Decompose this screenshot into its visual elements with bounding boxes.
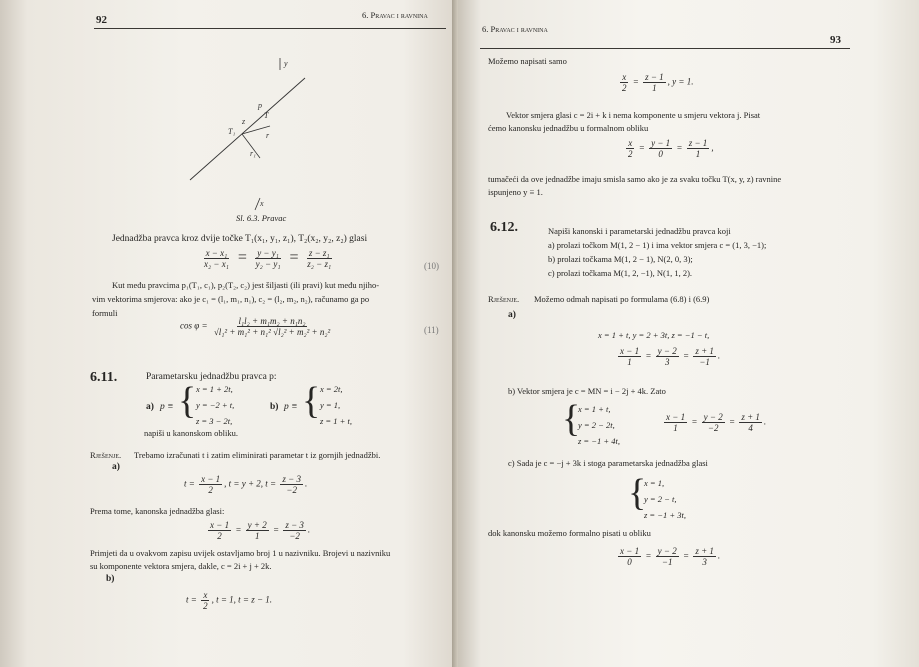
part-label: a) [146,402,154,412]
solution-equation: t = $\frac{x}{2}$ , t = 1, t = z − 1. [186,590,273,611]
equation-number: (10) [424,261,439,271]
system-line: z = −1 + 4t, [578,436,621,446]
left-brace: { [302,380,321,422]
fig-label: p [258,101,262,110]
fig-label: r [266,131,270,140]
system-line: x = 2t, [320,384,343,394]
paragraph-line: b) Vektor smjera je c = MN = i − 2j + 4k. Zato [508,386,666,396]
fig-label: z [242,117,246,126]
task-item: c) prolazi točkama M(1, 2, −1), N(1, 1, 2). [548,268,693,278]
solution-equation: t = $\frac{x - 1}{2}$ , t = y + 2, t = $\frac{z - 3}{-2}$ . [184,474,308,495]
page-number: 92 [96,14,107,26]
canonical-equation: $\frac{x - 1}{0}$ = $\frac{y - 2}{-1}$ = $\frac{z + 1}{3}$ . [620,546,721,567]
left-brace: { [178,380,197,422]
section-title: Napiši kanonski i parametarski jednadžbu pravca koji [548,226,731,236]
fig-label: T₁ [228,127,236,136]
parametric-equation: x = 1 + t, y = 2 + 3t, z = −1 − t, [598,330,710,340]
paragraph-line: Primjeti da u ovakvom zapisu uvijek ostavljamo broj 1 u nazivniku. Brojevi u nazivniku [90,548,391,558]
solution-text: Možemo odmah napisati po formulama (6.8) i (6.9) [534,294,710,304]
paragraph-line: Kut među pravcima p₁(T₁, c₁), p₂(T₂, c₂) jest šiljasti (ili pravi) kut među njiho- [112,280,380,290]
part-label: a) [112,462,120,472]
canonical-equation: $\frac{x - 1}{1}$ = $\frac{y - 2}{3}$ = $\frac{z + 1}{-1}$ . [620,346,721,367]
fig-label: r₁ [250,149,256,158]
system-line: z = −1 + 3t, [644,510,687,520]
system-line: x = 1 + 2t, [196,384,233,394]
left-page [0,0,458,667]
paragraph-line: vim vektorima smjerova: ako je c₁ = (l₁, m₁, n₁), c₂ = (l₂, m₂, n₂), računamo ga po [92,294,370,304]
line-figure [180,58,330,220]
paragraph-line: Možemo napisati samo [488,56,567,66]
canonical-equation: $\frac{x - 1}{1}$ = $\frac{y - 2}{-2}$ = $\frac{z + 1}{4}$ . [666,412,767,433]
section-number: 6.12. [490,220,518,235]
canonical-equation: $\frac{x - 1}{2}$ = $\frac{y + 2}{1}$ = $\frac{z - 3}{-2}$ . [210,520,311,541]
system-line: x = 1, [644,478,665,488]
system-line: y = 2 − t, [644,494,677,504]
paragraph-line: c) Sada je c = −j + 3k i stoga parametarska jednadžba glasi [508,458,708,468]
solution-text: Trebamo izračunati t i zatim eliminirati parametar t iz gornjih jednadžbi. [134,450,381,460]
part-label: b) [270,402,279,412]
equation-10: $\frac{\text{x − x₁}}{\text{x₂ − x₁}}$ = $\frac{\text{y − y₁}}{\text{y₂ − y₁}}$ = $\frac{\text{z − z₁}}{\text{z₂ − z₁}}$ [204,248,332,269]
system-line: z = 3 − 2t, [196,416,233,426]
system-lhs: p ≡ [284,402,298,412]
part-label: b) [106,574,115,584]
fig-label: T [264,111,269,120]
paragraph-line: formuli [92,308,118,318]
header-rule [94,28,446,29]
paragraph-line: ispunjeno y ≡ 1. [488,187,543,197]
paragraph-line: su komponente vektora smjera, dakle, c = 2i + j + 2k. [90,561,272,571]
header-rule [480,48,850,49]
line-p [190,78,305,180]
paragraph-line: dok kanonsku možemo formalno pisati u obliku [488,528,651,538]
left-brace: { [628,472,647,514]
system-line: y = 1, [320,400,341,410]
equation: $\frac{x}{2}$ = $\frac{z - 1}{1}$ , y = 1. [622,72,694,93]
system-line: y = 2 − 2t, [578,420,615,430]
paragraph-line: Vektor smjera glasi c = 2i + k i nema komponente u smjeru vektora j. Pisat [506,110,761,120]
solution-label: Rješenje. [488,294,520,304]
system-lhs: p ≡ [160,402,174,412]
system-line: z = 1 + t, [320,416,353,426]
running-head: 6. Pravac i ravnina [482,24,548,34]
solution-label: Rješenje. [90,450,122,460]
equation-11: cos φ = $\frac{\text{l₁l₂ + m₁m₂ + n₁n₂}}{\text{√l₁² + m₁² + n₁² √l₂² + m₂² + n₂²}}$ [180,316,331,337]
system-line: y = −2 + t, [196,400,235,410]
paragraph-line: ćemo kanonsku jednadžbu u formalnom obliku [488,123,649,133]
intro-line: Jednadžba pravca kroz dvije točke T₁(x₁, y₁, z₁), T₂(x₂, y₂, z₂) glasi [112,234,368,244]
section-title: Parametarsku jednadžbu pravca p: [146,372,277,382]
figure-caption: Sl. 6.3. Pravac [236,213,287,223]
running-head: 6. Pravac i ravnina [362,10,428,20]
paragraph-line: tumačeći da ove jednadžbe imaju smisla samo ako je za svaku točku T(x, y, z) ravnine [488,174,782,184]
task-item: a) prolazi točkom M(1, 2 − 1) i ima vektor smjera c = (1, 3, −1); [548,240,767,250]
equation-number: (11) [424,325,439,335]
left-brace: { [562,398,581,440]
paragraph-line: Prema tome, kanonska jednadžba glasi: [90,506,225,516]
equation: $\frac{x}{2}$ = $\frac{y - 1}{0}$ = $\frac{z - 1}{1}$ , [628,138,714,159]
system-line: x = 1 + t, [578,404,611,414]
task-item: b) prolazi točkama M(1, 2 − 1), N(2, 0, 3); [548,254,693,264]
fig-label: x [260,199,264,208]
fig-label: y [284,59,288,68]
instruction-text: napiši u kanonskom obliku. [144,428,238,438]
part-label: a) [508,310,516,320]
section-number: 6.11. [90,370,118,385]
right-page [458,0,919,667]
page-number: 93 [830,34,841,46]
